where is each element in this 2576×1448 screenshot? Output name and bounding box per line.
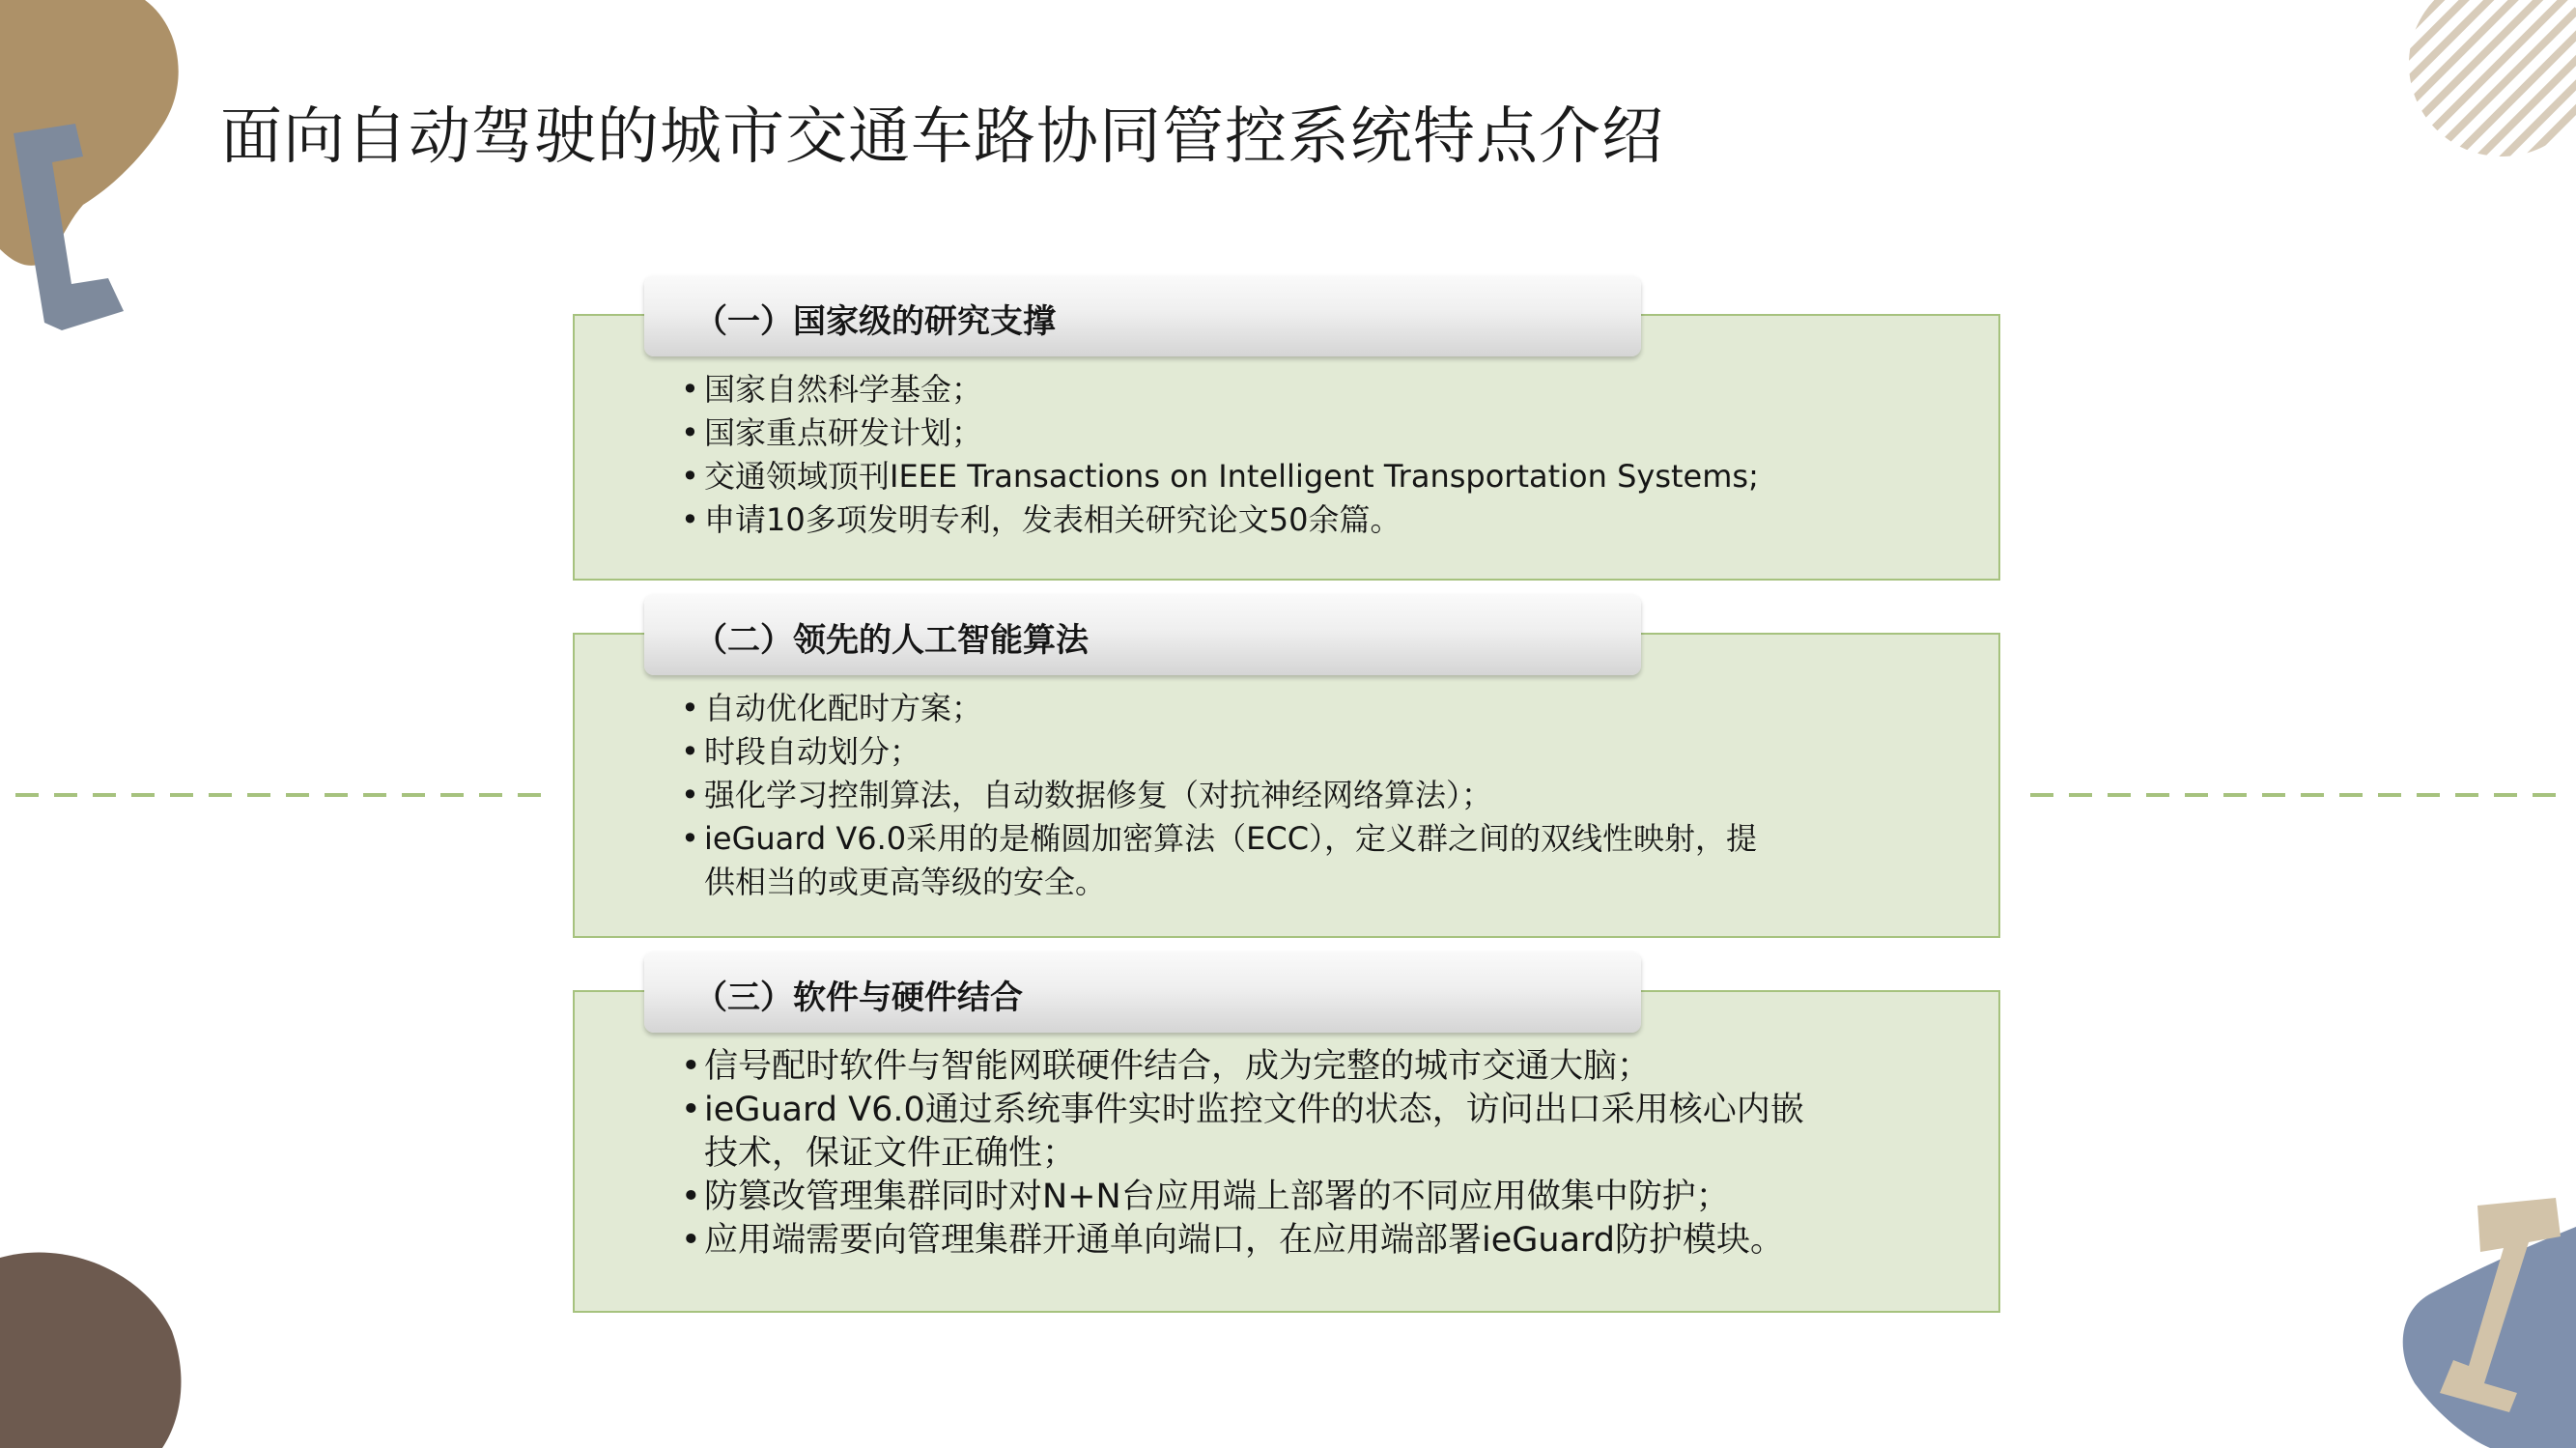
- bottom-left-brown-blob: [0, 1252, 181, 1448]
- list-item: • 信号配时软件与智能网联硬件结合，成为完整的城市交通大脑；: [681, 1045, 1804, 1089]
- section-heading: （一）国家级的研究支撑: [694, 302, 1056, 341]
- list-item: • 防篡改管理集群同时对N+N台应用端上部署的不同应用做集中防护；: [681, 1176, 1804, 1219]
- list-item: • 国家重点研发计划；: [681, 412, 1759, 455]
- section-heading-tab: [644, 275, 1641, 356]
- section-heading: （三）软件与硬件结合: [694, 979, 1023, 1017]
- list-item: • 国家自然科学基金；: [681, 368, 1759, 412]
- list-item-line: ieGuard V6.0通过系统事件实时监控文件的状态，访问出口采用核心内嵌: [704, 1091, 1804, 1129]
- list-item: • 强化学习控制算法，自动数据修复（对抗神经网络算法）；: [681, 774, 1757, 817]
- bullet-list: [681, 687, 1757, 904]
- list-item: • 交通领域顶刊IEEE Transactions on Intelligent Transportation Systems;: [681, 455, 1759, 498]
- list-item-line: 供相当的或更高等级的安全。: [704, 864, 1107, 900]
- list-item: • 申请10多项发明专利，发表相关研究论文50余篇。: [681, 498, 1759, 542]
- section-heading-tab: [644, 951, 1641, 1033]
- bullet-list: [681, 368, 1759, 542]
- list-item-line: ieGuard V6.0采用的是椭圆加密算法（ECC），定义群之间的双线性映射，提: [704, 820, 1758, 857]
- section-heading: （二）领先的人工智能算法: [694, 621, 1089, 660]
- list-item-line: 技术，保证文件正确性；: [704, 1134, 1077, 1173]
- page-title: 面向自动驾驶的城市交通车路协同管控系统特点介绍: [220, 101, 1664, 173]
- list-item: [681, 817, 1757, 904]
- section-heading-tab: [644, 594, 1641, 675]
- top-right-hatched-circle: [2409, 0, 2576, 156]
- list-item: • 应用端需要向管理集群开通单向端口，在应用端部署ieGuard防护模块。: [681, 1219, 1804, 1263]
- list-item: [681, 1089, 1804, 1176]
- list-item: • 自动优化配时方案；: [681, 687, 1757, 730]
- bullet-list: [681, 1045, 1804, 1263]
- list-item: • 时段自动划分；: [681, 730, 1757, 774]
